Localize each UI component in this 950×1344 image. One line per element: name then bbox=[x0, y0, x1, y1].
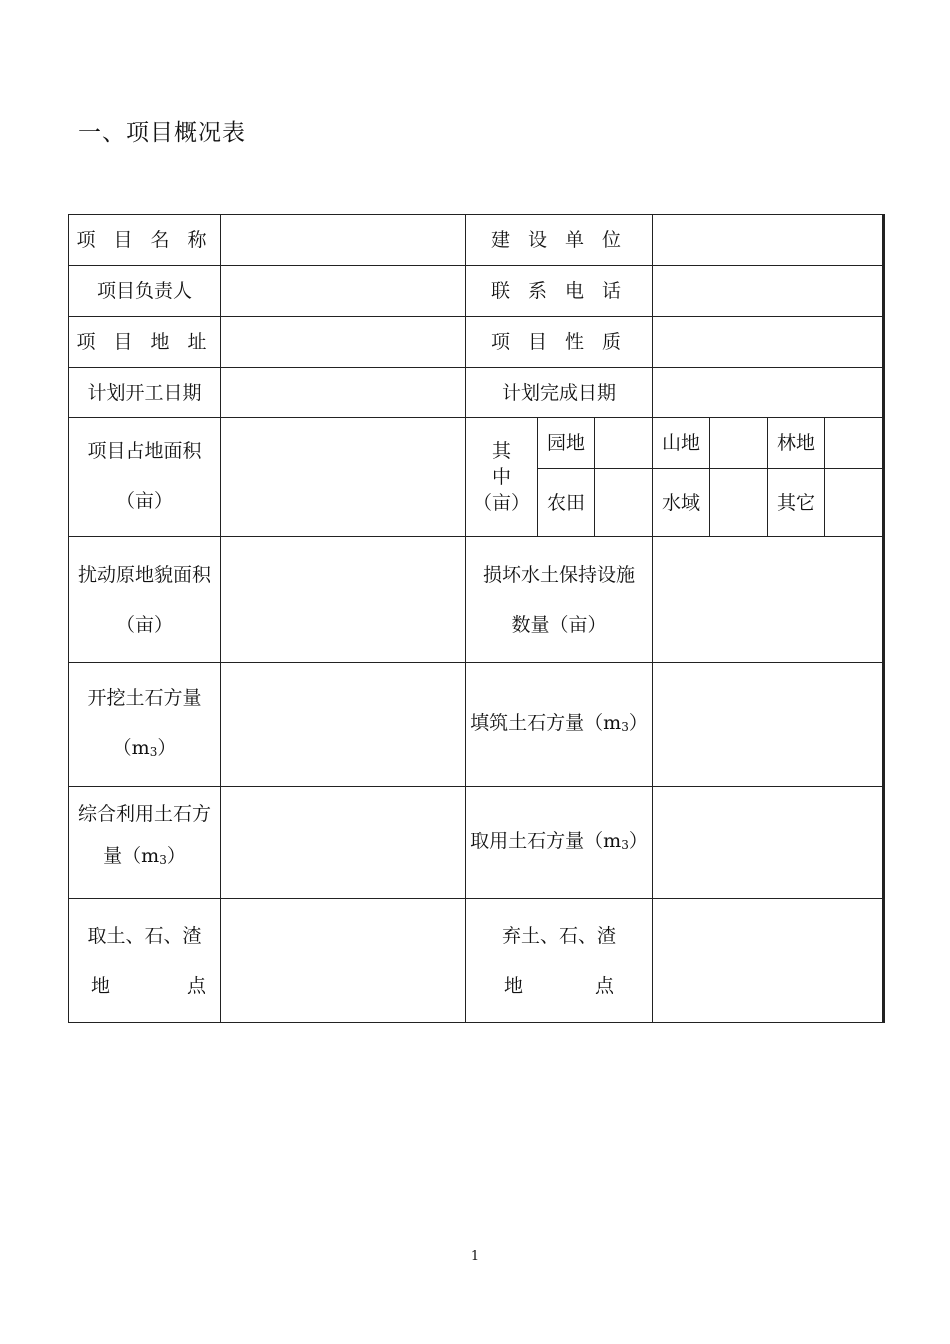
label-borrow-site bbox=[69, 899, 221, 1023]
label-excavate bbox=[69, 663, 221, 787]
label-borrow-line2: 地 点 bbox=[91, 974, 206, 997]
label-builder: 建 设 单 位 bbox=[466, 215, 653, 266]
label-other: 其它 bbox=[768, 469, 825, 537]
field-phone[interactable] bbox=[653, 266, 884, 317]
field-address[interactable] bbox=[221, 317, 466, 368]
field-take[interactable] bbox=[653, 787, 884, 899]
field-forest[interactable] bbox=[825, 418, 884, 469]
label-project-name: 项 目 名 称 bbox=[69, 215, 221, 266]
label-borrow-line1: 取土、石、渣 bbox=[87, 924, 202, 947]
label-qizhong-2: 中 bbox=[491, 466, 511, 488]
field-mountain[interactable] bbox=[710, 418, 768, 469]
field-finish-date[interactable] bbox=[653, 368, 884, 418]
field-nature[interactable] bbox=[653, 317, 884, 368]
field-water[interactable] bbox=[710, 469, 768, 537]
label-finish-date: 计划完成日期 bbox=[466, 368, 653, 418]
label-leader: 项目负责人 bbox=[69, 266, 221, 317]
label-disturb-area bbox=[69, 537, 221, 663]
label-qizhong bbox=[466, 418, 538, 537]
field-reuse[interactable] bbox=[221, 787, 466, 899]
label-damage-line1: 损坏水土保持设施 bbox=[483, 563, 636, 586]
field-farmland[interactable] bbox=[595, 469, 653, 537]
label-reuse bbox=[69, 787, 221, 899]
field-damage[interactable] bbox=[653, 537, 884, 663]
label-spoil-line1: 弃土、石、渣 bbox=[502, 924, 617, 947]
label-forest: 林地 bbox=[768, 418, 825, 469]
label-reuse-line2: 量（m3） bbox=[103, 845, 186, 867]
field-spoil-site[interactable] bbox=[653, 899, 884, 1023]
label-spoil-line2: 地 点 bbox=[504, 974, 615, 997]
label-address: 项 目 地 址 bbox=[69, 317, 221, 368]
field-start-date[interactable] bbox=[221, 368, 466, 418]
label-disturb-line2: （亩） bbox=[115, 613, 173, 636]
label-excavate-line1: 开挖土石方量 bbox=[87, 686, 202, 709]
label-qizhong-3: （亩） bbox=[472, 492, 530, 514]
label-start-date: 计划开工日期 bbox=[69, 368, 221, 418]
label-farmland: 农田 bbox=[538, 469, 595, 537]
field-other[interactable] bbox=[825, 469, 884, 537]
label-spoil-site bbox=[466, 899, 653, 1023]
section-title: 一、项目概况表 bbox=[78, 120, 246, 146]
label-water: 水域 bbox=[653, 469, 710, 537]
project-overview-table bbox=[68, 214, 885, 1023]
label-damage-line2: 数量（亩） bbox=[511, 613, 607, 636]
label-phone: 联 系 电 话 bbox=[466, 266, 653, 317]
label-disturb-line1: 扰动原地貌面积 bbox=[77, 563, 211, 586]
field-disturb-area[interactable] bbox=[221, 537, 466, 663]
label-take: 取用土石方量（m3） bbox=[466, 787, 653, 899]
field-garden[interactable] bbox=[595, 418, 653, 469]
field-leader[interactable] bbox=[221, 266, 466, 317]
label-fill: 填筑土石方量（m3） bbox=[466, 663, 653, 787]
page-number: 1 bbox=[470, 1249, 480, 1264]
field-area[interactable] bbox=[221, 418, 466, 537]
label-damage bbox=[466, 537, 653, 663]
label-area bbox=[69, 418, 221, 537]
field-fill[interactable] bbox=[653, 663, 884, 787]
label-qizhong-1: 其 bbox=[491, 440, 511, 462]
label-reuse-line1: 综合利用土石方 bbox=[77, 803, 211, 825]
field-builder[interactable] bbox=[653, 215, 884, 266]
label-nature: 项 目 性 质 bbox=[466, 317, 653, 368]
label-area-line2: （亩） bbox=[115, 490, 173, 512]
field-project-name[interactable] bbox=[221, 215, 466, 266]
label-mountain: 山地 bbox=[653, 418, 710, 469]
label-garden: 园地 bbox=[538, 418, 595, 469]
label-area-line1: 项目占地面积 bbox=[87, 440, 202, 462]
field-excavate[interactable] bbox=[221, 663, 466, 787]
field-borrow-site[interactable] bbox=[221, 899, 466, 1023]
label-excavate-line2: （m3） bbox=[112, 736, 177, 759]
